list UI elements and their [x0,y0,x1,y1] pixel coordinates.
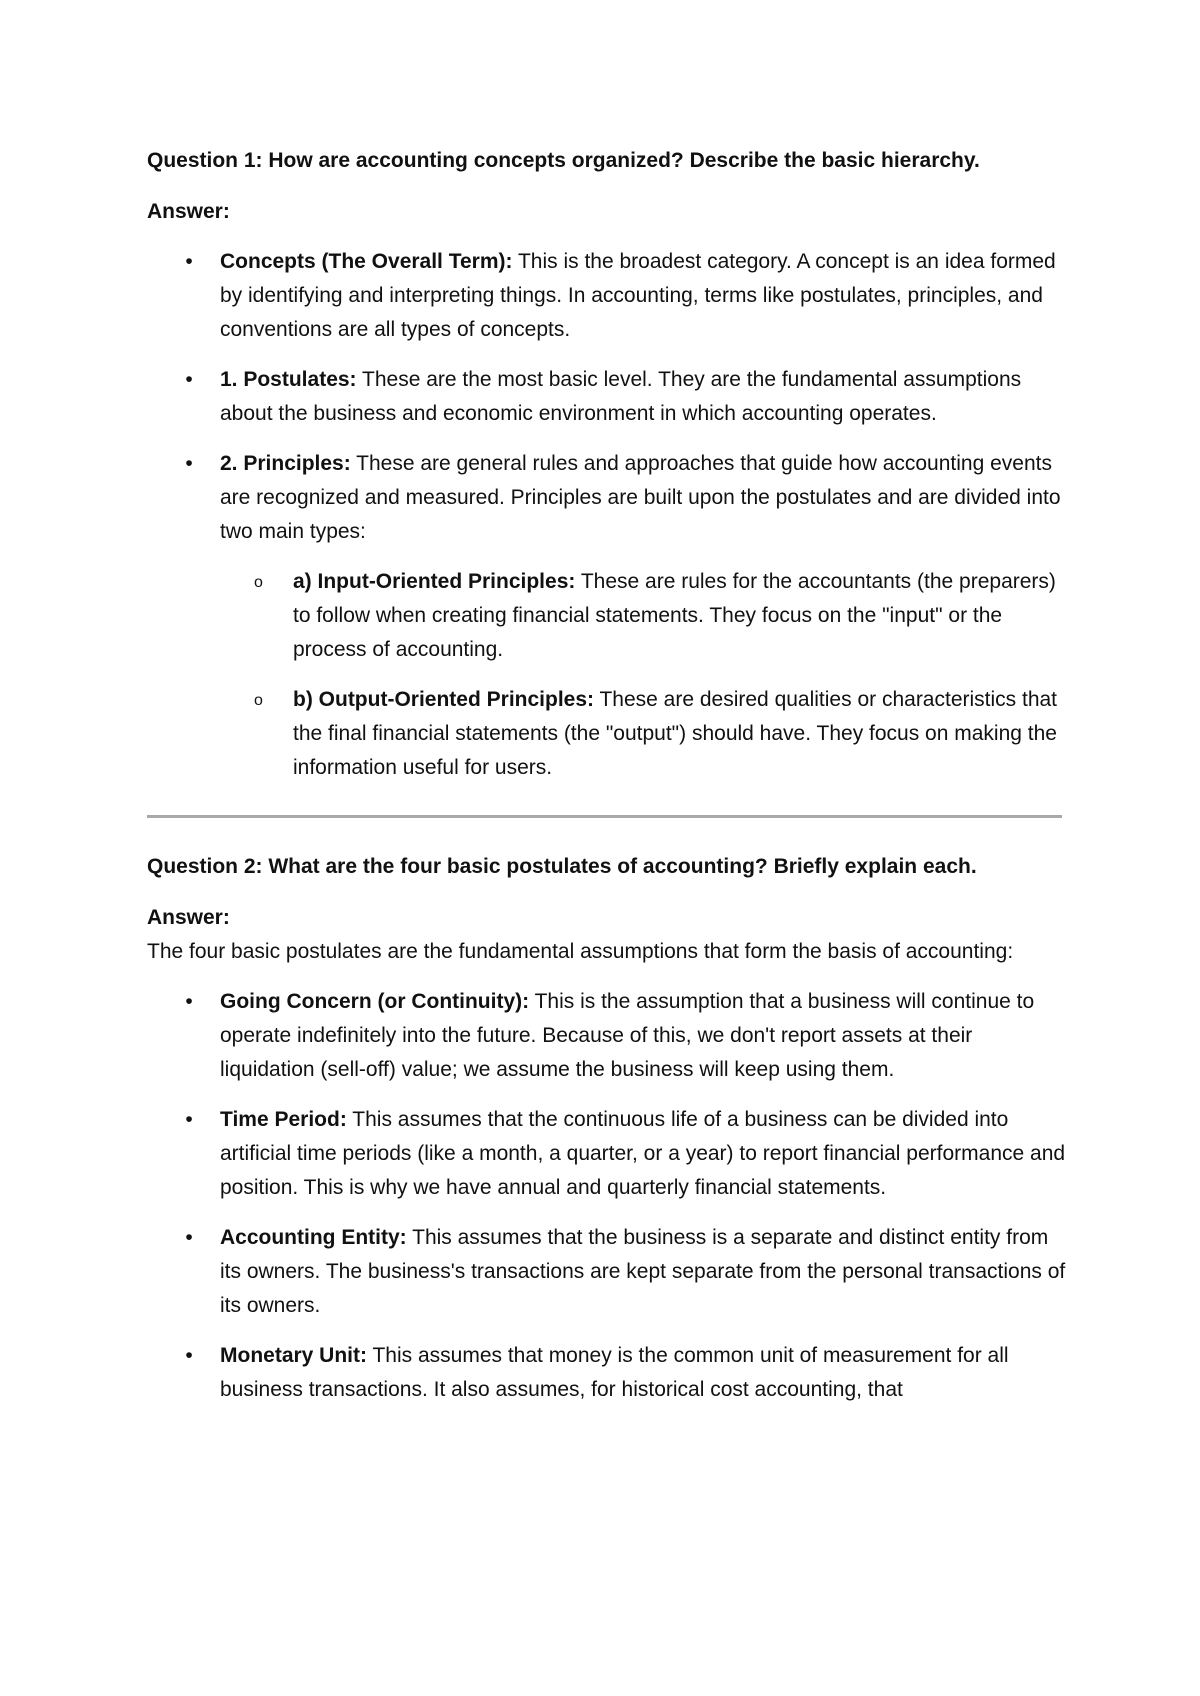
list-item [147,1339,1067,1407]
q1-bullet-list [147,245,1067,785]
horizontal-rule [147,815,1062,818]
answer-2-label: Answer: [147,906,230,929]
item-term: Accounting Entity: [220,1226,407,1249]
item-term: Time Period: [220,1108,347,1131]
bullet-icon: • [185,368,193,391]
item-term: 1. Postulates: [220,368,357,391]
sub-list-item [220,683,1067,785]
item-term: Monetary Unit: [220,1344,367,1367]
question-1-heading: Question 1: How are accounting concepts organized? Describe the basic hierarchy. [147,149,980,172]
list-item [147,447,1067,785]
item-text: This assumes that the continuous life of a business can be divided into artificial time periods (like a month, a quarter, or a year) to report financial performance and position. This is why we have annual and quarterly financial statements. [220,1108,1066,1199]
circle-bullet-icon: o [254,692,263,709]
question-2-heading: Question 2: What are the four basic postulates of accounting? Briefly explain each. [147,855,977,878]
bullet-icon: • [185,1226,193,1249]
item-term: Concepts (The Overall Term): [220,250,513,273]
sub-item-term: b) Output-Oriented Principles: [293,688,595,711]
item-text: These are the most basic level. They are the fundamental assumptions about the business and economic environment in which accounting operates. [220,368,1022,425]
sub-item-text: These are rules for the accountants (the preparers) to follow when creating financial statements. They focus on the "input" or the process of accounting. [293,570,1056,661]
list-item [147,1103,1067,1205]
list-item [147,985,1067,1087]
sub-list-item [220,565,1067,667]
item-term: Going Concern (or Continuity): [220,990,530,1013]
list-item [147,1221,1067,1323]
list-item [147,363,1067,431]
bullet-icon: • [185,452,193,475]
answer-2-intro: The four basic postulates are the fundamental assumptions that form the basis of accounting: [147,940,1014,963]
list-item [147,245,1067,347]
bullet-icon: • [185,1108,193,1131]
bullet-icon: • [185,990,193,1013]
item-text: This assumes that the business is a separate and distinct entity from its owners. The business's transactions are kept separate from the personal transactions of its owners. [220,1226,1066,1317]
q2-bullet-list [147,985,1067,1407]
circle-bullet-icon: o [254,574,263,591]
item-term: 2. Principles: [220,452,351,475]
item-text: This assumes that money is the common unit of measurement for all business transactions. It also assumes, for historical cost accounting, that [220,1344,1009,1401]
item-text: These are general rules and approaches that guide how accounting events are recognized and measured. Principles are built upon the postulates and are divided into two main types: [220,452,1061,543]
item-text: This is the broadest category. A concept is an idea formed by identifying and interpreting things. In accounting, terms like postulates, principles, and conventions are all types of concepts. [220,250,1056,341]
document-page [147,144,1067,1423]
sub-item-term: a) Input-Oriented Principles: [293,570,576,593]
answer-1-label: Answer: [147,200,230,223]
item-text: This is the assumption that a business will continue to operate indefinitely into the future. Because of this, we don't report assets at their liquidation (sell-off) value; we assume the business will keep using them. [220,990,1035,1081]
principles-sub-list [220,565,1067,785]
sub-item-text: These are desired qualities or characteristics that the final financial statements (the "output") should have. They focus on making the information useful for users. [293,688,1058,779]
bullet-icon: • [185,250,193,273]
bullet-icon: • [185,1344,193,1367]
